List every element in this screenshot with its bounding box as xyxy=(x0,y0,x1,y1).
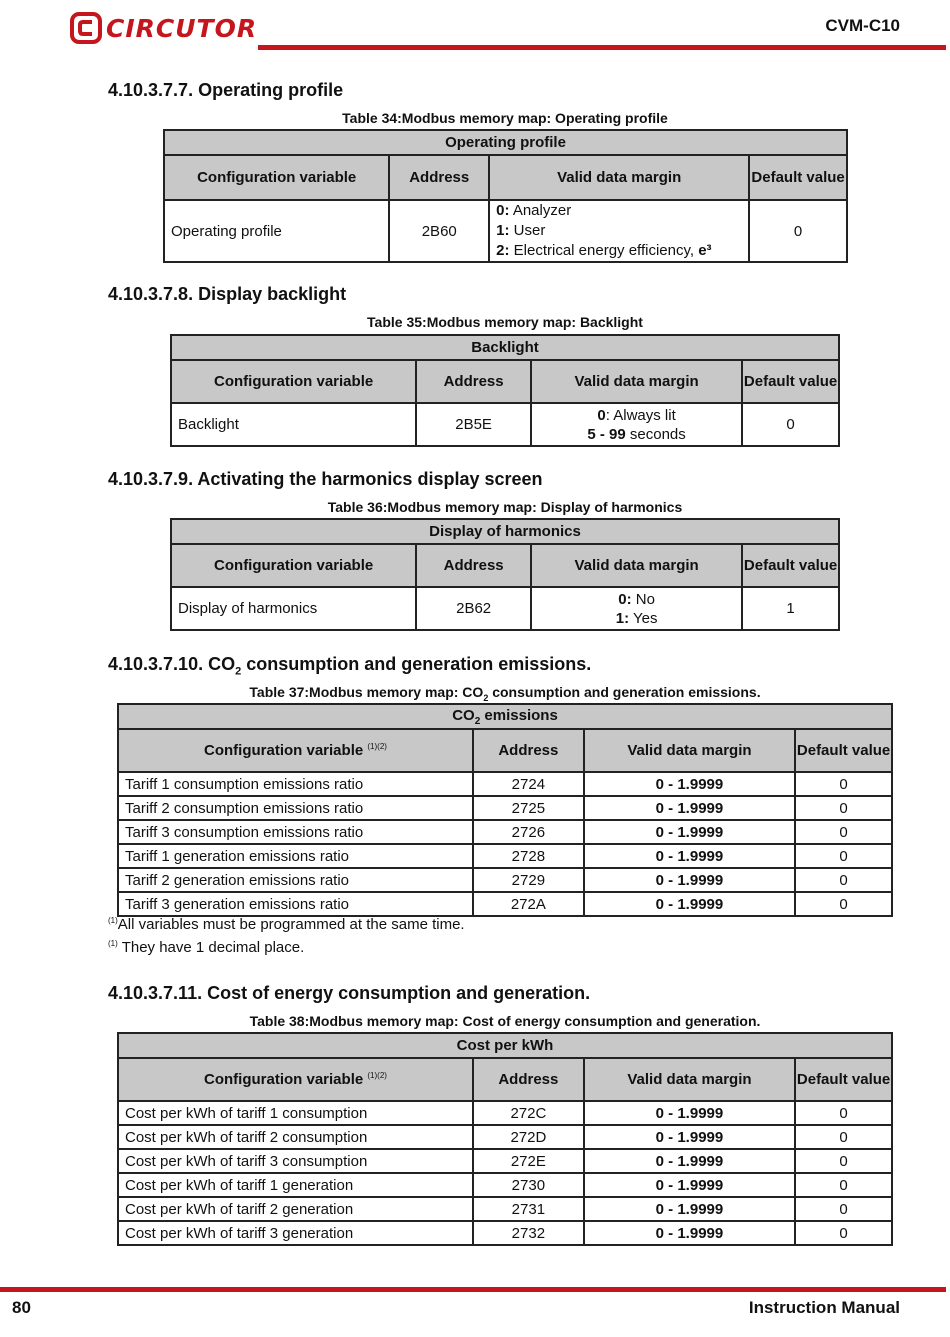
table-row xyxy=(171,403,839,446)
cell-default: 0 xyxy=(795,868,892,892)
cell-margin: 0 - 1.9999 xyxy=(584,844,795,868)
cell-address: 2724 xyxy=(473,772,584,796)
table-row xyxy=(118,796,892,820)
cell-variable: Cost per kWh of tariff 1 consumption xyxy=(118,1101,473,1125)
cell-variable: Cost per kWh of tariff 1 generation xyxy=(118,1173,473,1197)
brand-name: CIRCUTOR xyxy=(106,13,258,43)
footnote-1: $^{(1)}$All variables must be programmed at the same time. xyxy=(108,916,465,933)
table-operating-profile xyxy=(163,129,848,263)
cell-address: 2726 xyxy=(473,820,584,844)
table-harmonics xyxy=(170,518,840,631)
cell-default: 0 xyxy=(795,1149,892,1173)
col-header-address: Address xyxy=(389,155,489,200)
cell-default: 0 xyxy=(795,1197,892,1221)
cell-margin: 0 - 1.9999 xyxy=(584,868,795,892)
table-row xyxy=(118,1197,892,1221)
cell-margin: 0 - 1.9999 xyxy=(584,1197,795,1221)
col-header-margin: Valid data margin xyxy=(531,544,742,587)
footer-title: Instruction Manual xyxy=(748,1298,900,1317)
section-heading-cost: 4.10.3.7.11. Cost of energy consumption and generation. xyxy=(108,983,591,1003)
page-number: 80 xyxy=(12,1298,31,1317)
cell-margin: 0 - 1.9999 xyxy=(584,772,795,796)
col-header-address: Address xyxy=(473,729,584,772)
table-row xyxy=(118,1125,892,1149)
cell-variable: Operating profile xyxy=(164,200,389,262)
cell-variable: Tariff 1 generation emissions ratio xyxy=(118,844,473,868)
col-header-variable: Configuration variable xyxy=(171,544,416,587)
cell-margin: 0 - 1.9999 xyxy=(584,892,795,916)
cell-address: 2B62 xyxy=(416,587,531,630)
footer-rule xyxy=(0,1287,946,1292)
cell-margin: 0: No 1: Yes xyxy=(531,587,742,630)
circutor-logo-icon xyxy=(70,12,102,44)
table-row xyxy=(118,892,892,916)
cell-margin: 0 - 1.9999 xyxy=(584,1221,795,1245)
col-header-margin: Valid data margin xyxy=(584,729,795,772)
cell-default: 1 xyxy=(742,587,839,630)
cell-variable: Cost per kWh of tariff 3 generation xyxy=(118,1221,473,1245)
cell-variable: Tariff 2 generation emissions ratio xyxy=(118,868,473,892)
table-row xyxy=(118,1221,892,1245)
cell-address: 2732 xyxy=(473,1221,584,1245)
table-group-header: $CO_2$ emissions xyxy=(118,704,892,729)
col-header-default: Default value xyxy=(742,544,839,587)
section-heading-operating-profile: 4.10.3.7.7. Operating profile xyxy=(108,80,344,100)
col-header-default: Default value xyxy=(795,1058,892,1101)
cell-variable: Cost per kWh of tariff 2 consumption xyxy=(118,1125,473,1149)
col-header-default: Default value xyxy=(749,155,847,200)
table-row xyxy=(164,200,847,262)
cell-default: 0 xyxy=(795,820,892,844)
col-header-address: Address xyxy=(416,360,531,403)
table-row xyxy=(118,1173,892,1197)
section-heading-co2: 4.10.3.7.10. $CO_2$ consumption and generation emissions. xyxy=(108,654,592,678)
section-heading-harmonics: 4.10.3.7.9. Activating the harmonics display screen xyxy=(108,469,543,489)
cell-variable: Cost per kWh of tariff 2 generation xyxy=(118,1197,473,1221)
footnote-2: $^{(1)}$ They have 1 decimal place. xyxy=(108,939,305,956)
cell-default: 0 xyxy=(795,796,892,820)
cell-margin: 0 - 1.9999 xyxy=(584,796,795,820)
table-caption-38: Table 38:Modbus memory map: Cost of energy consumption and generation. xyxy=(249,1013,761,1029)
cell-address: 2730 xyxy=(473,1173,584,1197)
cell-margin: 0 - 1.9999 xyxy=(584,820,795,844)
table-row xyxy=(118,868,892,892)
cell-default: 0 xyxy=(795,1173,892,1197)
table-caption-34: Table 34:Modbus memory map: Operating profile xyxy=(342,110,668,126)
model-name: CVM-C10 xyxy=(825,16,900,35)
cell-variable: Tariff 3 consumption emissions ratio xyxy=(118,820,473,844)
table-group-header: Backlight xyxy=(171,335,839,360)
table-cost-per-kwh xyxy=(117,1032,893,1246)
cell-default: 0 xyxy=(749,200,847,262)
table-row xyxy=(118,844,892,868)
section-heading-backlight: 4.10.3.7.8. Display backlight xyxy=(108,284,347,304)
cell-address: 272A xyxy=(473,892,584,916)
cell-variable: Display of harmonics xyxy=(171,587,416,630)
col-header-variable: Configuration variable $^{(1)(2)}$ xyxy=(118,1058,473,1101)
col-header-margin: Valid data margin xyxy=(584,1058,795,1101)
cell-address: 2731 xyxy=(473,1197,584,1221)
table-caption-36: Table 36:Modbus memory map: Display of harmonics xyxy=(327,499,683,515)
cell-variable: Cost per kWh of tariff 3 consumption xyxy=(118,1149,473,1173)
cell-margin: 0 - 1.9999 xyxy=(584,1101,795,1125)
col-header-margin: Valid data margin xyxy=(531,360,742,403)
cell-margin: 0 - 1.9999 xyxy=(584,1173,795,1197)
table-row xyxy=(118,1149,892,1173)
table-group-header: Operating profile xyxy=(164,130,847,155)
cell-variable: Tariff 3 generation emissions ratio xyxy=(118,892,473,916)
table-co2-emissions xyxy=(117,703,893,917)
cell-address: 272E xyxy=(473,1149,584,1173)
cell-address: 2725 xyxy=(473,796,584,820)
cell-default: 0 xyxy=(742,403,839,446)
col-header-variable: Configuration variable xyxy=(171,360,416,403)
table-row xyxy=(118,772,892,796)
col-header-variable: Configuration variable $^{(1)(2)}$ xyxy=(118,729,473,772)
cell-default: 0 xyxy=(795,892,892,916)
cell-margin: 0 - 1.9999 xyxy=(584,1149,795,1173)
cell-margin: 0: Always lit 5 - 99 seconds xyxy=(531,403,742,446)
cell-address: 2729 xyxy=(473,868,584,892)
cell-address: 2B60 xyxy=(389,200,489,262)
cell-address: 2B5E xyxy=(416,403,531,446)
cell-default: 0 xyxy=(795,1221,892,1245)
header-rule xyxy=(258,45,946,50)
cell-default: 0 xyxy=(795,1101,892,1125)
cell-margin: 0 - 1.9999 xyxy=(584,1125,795,1149)
col-header-margin: Valid data margin xyxy=(489,155,749,200)
col-header-address: Address xyxy=(473,1058,584,1101)
table-row xyxy=(171,587,839,630)
table-group-header: Display of harmonics xyxy=(171,519,839,544)
brand-logo xyxy=(70,10,257,46)
col-header-default: Default value xyxy=(795,729,892,772)
cell-address: 272D xyxy=(473,1125,584,1149)
cell-variable: Backlight xyxy=(171,403,416,446)
cell-default: 0 xyxy=(795,1125,892,1149)
cell-variable: Tariff 1 consumption emissions ratio xyxy=(118,772,473,796)
table-group-header: Cost per kWh xyxy=(118,1033,892,1058)
cell-variable: Tariff 2 consumption emissions ratio xyxy=(118,796,473,820)
cell-margin: 0: Analyzer 1: User 2: Electrical energy efficiency, e³ xyxy=(489,200,749,262)
cell-address: 2728 xyxy=(473,844,584,868)
cell-default: 0 xyxy=(795,844,892,868)
col-header-variable: Configuration variable xyxy=(164,155,389,200)
table-backlight xyxy=(170,334,840,447)
cell-default: 0 xyxy=(795,772,892,796)
table-caption-37: Table 37:Modbus memory map: $CO_2$ consumption and generation emissions. xyxy=(249,684,761,703)
table-caption-35: Table 35:Modbus memory map: Backlight xyxy=(367,314,643,330)
table-row xyxy=(118,820,892,844)
table-row xyxy=(118,1101,892,1125)
col-header-address: Address xyxy=(416,544,531,587)
col-header-default: Default value xyxy=(742,360,839,403)
cell-address: 272C xyxy=(473,1101,584,1125)
